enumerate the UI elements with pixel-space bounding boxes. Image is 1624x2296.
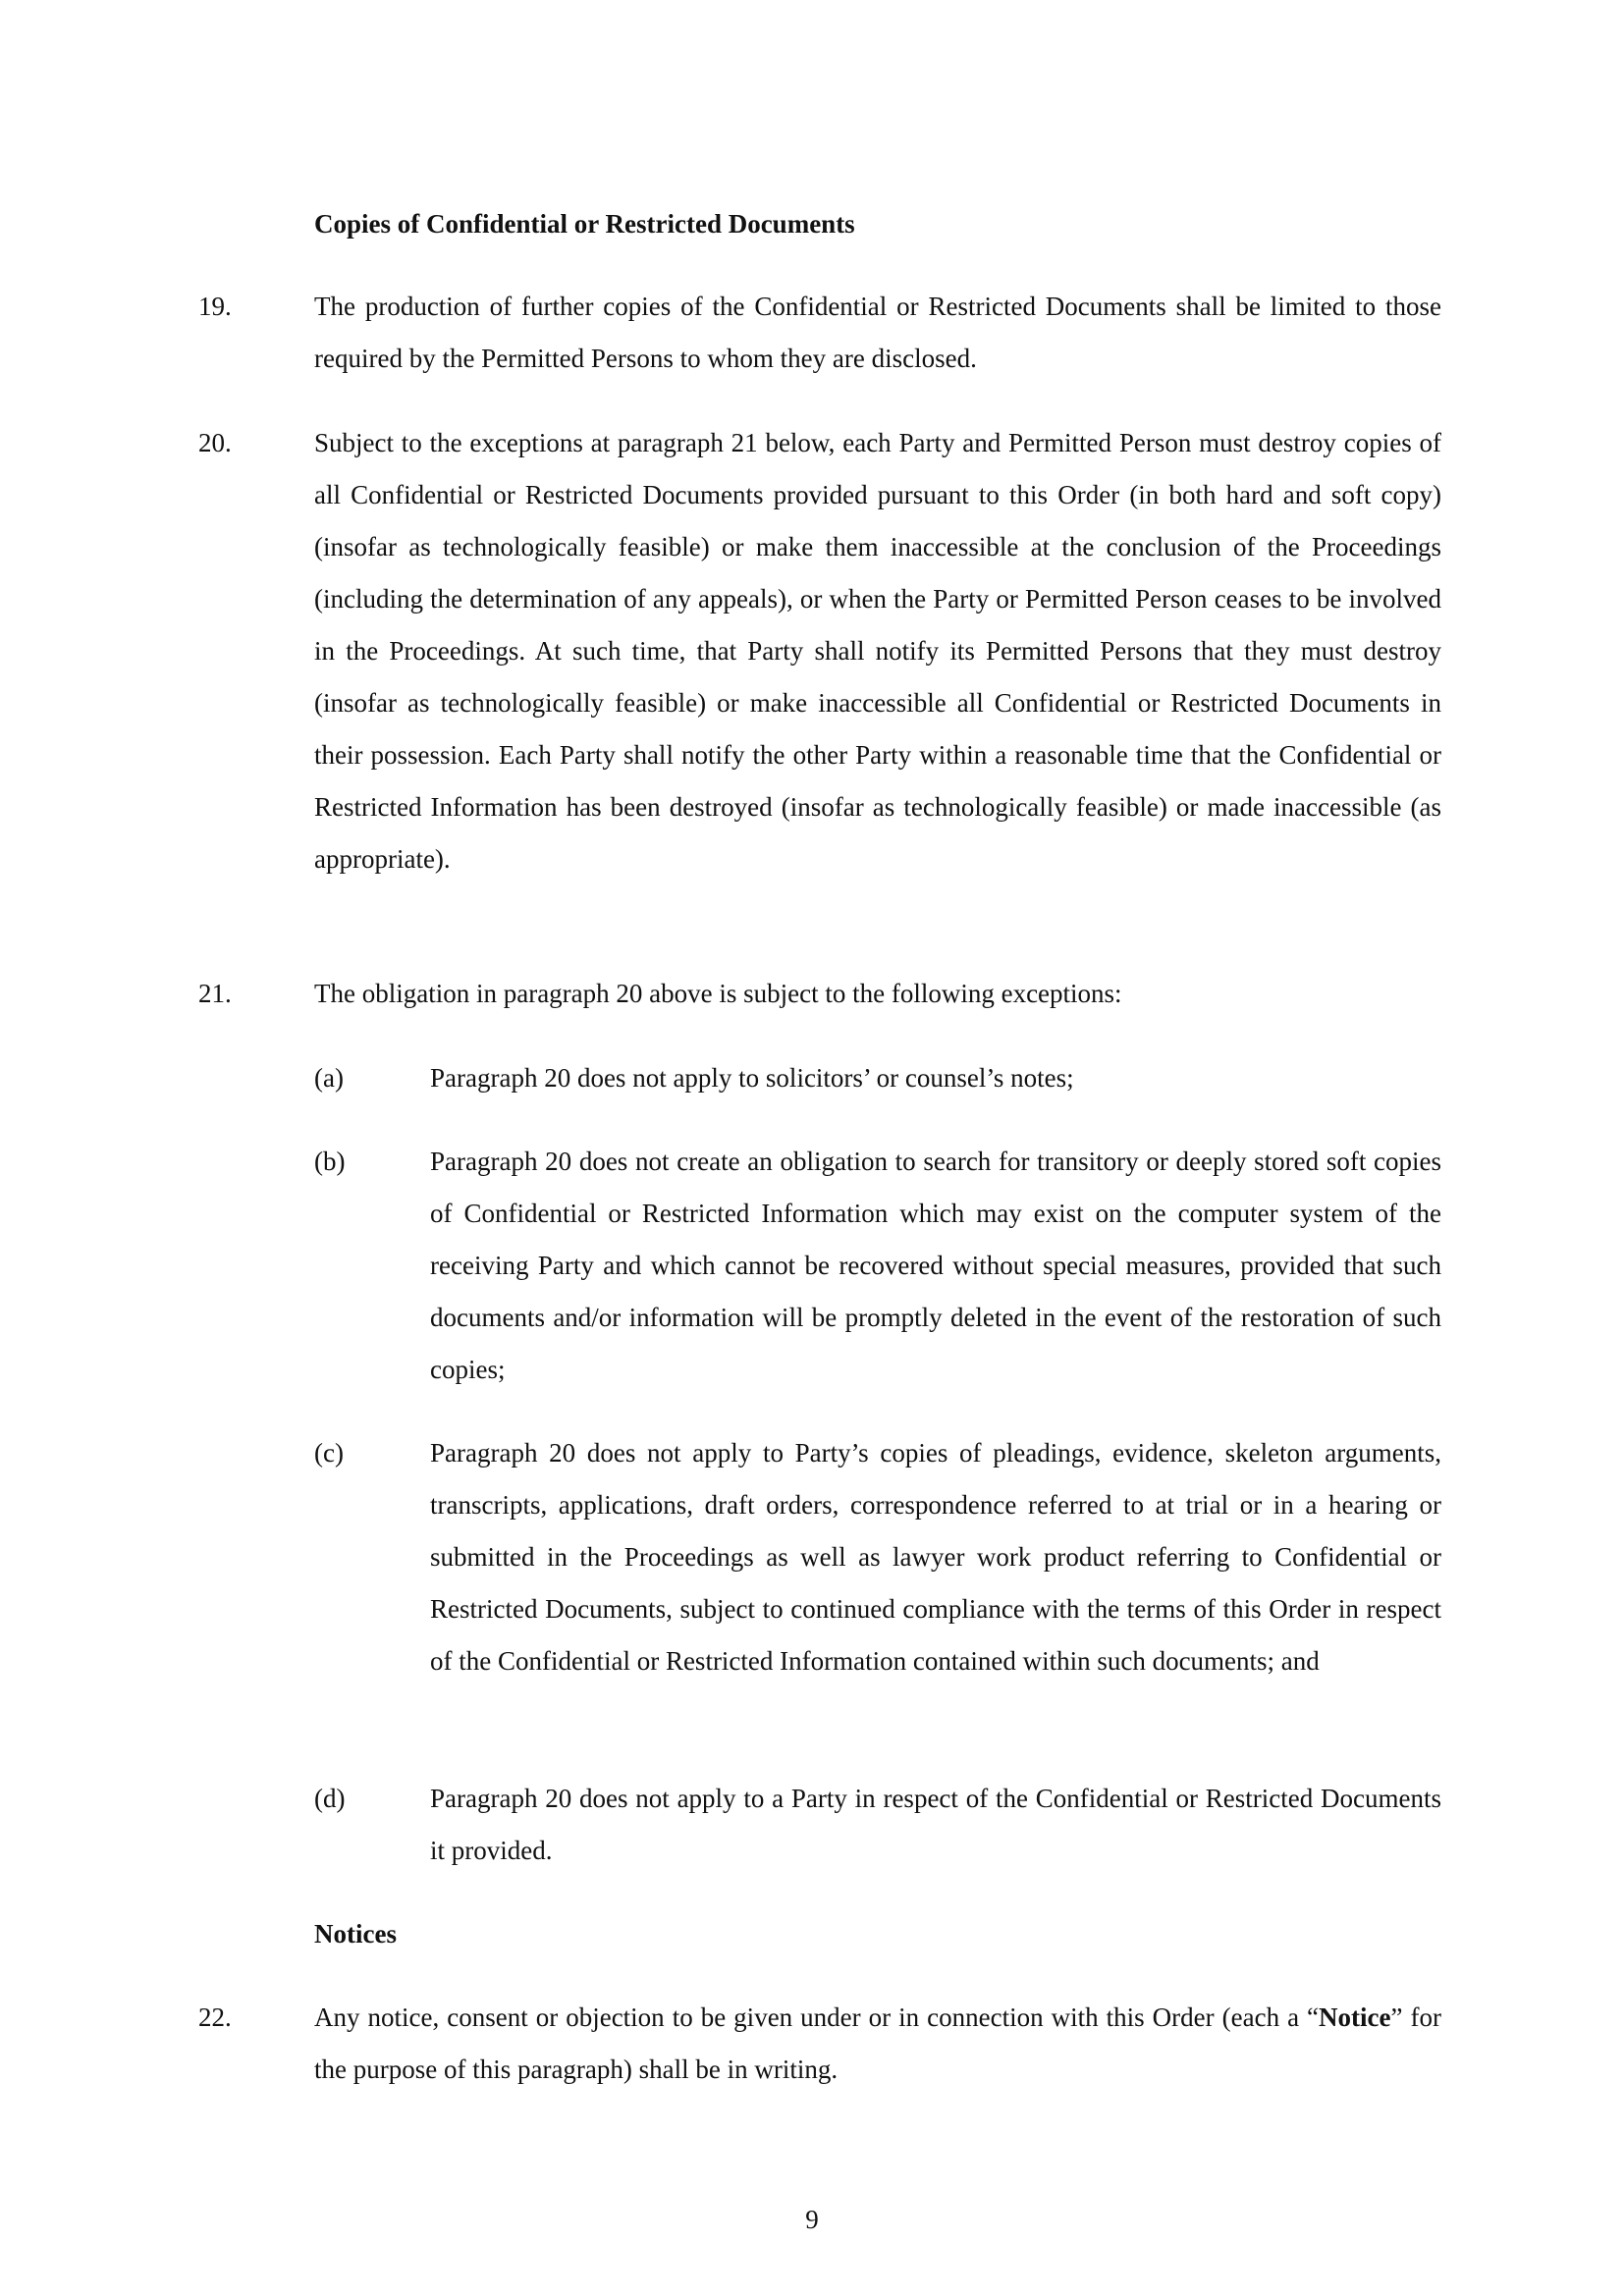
paragraph-number: 21. [198, 979, 232, 1008]
paragraph-text: The obligation in paragraph 20 above is subject to the following exceptions: [314, 979, 1122, 1008]
subitem-d [314, 1773, 1441, 1877]
subitem-text: Paragraph 20 does not create an obligation to search for transitory or deeply stored soft copies of Confidential or Restricted Information which may exist on the computer system of the receiving Party and which cannot be recovered without special measures, provided that such documents and/or information will be promptly deleted in the event of the restoration of such copies; [430, 1147, 1441, 1384]
paragraph-20 [198, 417, 1441, 885]
section-heading-notices: Notices [314, 1919, 397, 1949]
text-after: ” for the purpose of this paragraph) shall be in writing. [314, 2002, 1441, 2084]
subitem-label: (a) [314, 1063, 344, 1093]
subitem-text: Paragraph 20 does not apply to Party’s copies of pleadings, evidence, skeleton arguments, transcripts, applications, draft orders, correspondence referred to at trial or in a hearing or submitted in the Proceedings as well as lawyer work product referring to Confidential or Restricted Documents, subject to continued compliance with the terms of this Order in respect of the Confidential or Restricted Information contained within such documents; and [430, 1438, 1441, 1676]
defined-term-notice: Notice [1319, 2002, 1391, 2032]
subitem-b [314, 1136, 1441, 1396]
subitem-text: Paragraph 20 does not apply to solicitors’ or counsel’s notes; [430, 1063, 1074, 1093]
paragraph-number: 22. [198, 2002, 232, 2032]
subitem-text: Paragraph 20 does not apply to a Party in respect of the Confidential or Restricted Documents it provided. [430, 1784, 1441, 1865]
subitem-label: (d) [314, 1784, 346, 1813]
paragraph-19 [198, 281, 1441, 385]
subitem-a [314, 1052, 1441, 1104]
paragraph-text: The production of further copies of the Confidential or Restricted Documents shall be limited to those required by the Permitted Persons to whom they are disclosed. [314, 292, 1441, 373]
page-number: 9 [805, 2205, 819, 2234]
subitem-label: (b) [314, 1147, 346, 1176]
paragraph-21 [198, 968, 1441, 1020]
paragraph-number: 19. [198, 292, 232, 321]
subitem-label: (c) [314, 1438, 344, 1468]
paragraph-22 [198, 1992, 1441, 2096]
paragraph-text [314, 1992, 1441, 2096]
paragraph-text: Subject to the exceptions at paragraph 21 below, each Party and Permitted Person must destroy copies of all Confidential or Restricted Documents provided pursuant to this Order (in both hard and soft copy) (insofar as technologically feasible) or make them inaccessible at the conclusion of the Proceedings (including the determination of any appeals), or when the Party or Permitted Person ceases to be involved in the Proceedings. At such time, that Party shall notify its Permitted Persons that they must destroy (insofar as technologically feasible) or make inaccessible all Confidential or Restricted Documents in their possession. Each Party shall notify the other Party within a reasonable time that the Confidential or Restricted Information has been destroyed (insofar as technologically feasible) or made inaccessible (as appropriate). [314, 428, 1441, 874]
text-before: Any notice, consent or objection to be given under or in connection with this Order (each a “ [314, 2002, 1320, 2032]
paragraph-number: 20. [198, 428, 232, 457]
section-heading-copies: Copies of Confidential or Restricted Documents [314, 209, 855, 239]
subitem-c [314, 1427, 1441, 1687]
